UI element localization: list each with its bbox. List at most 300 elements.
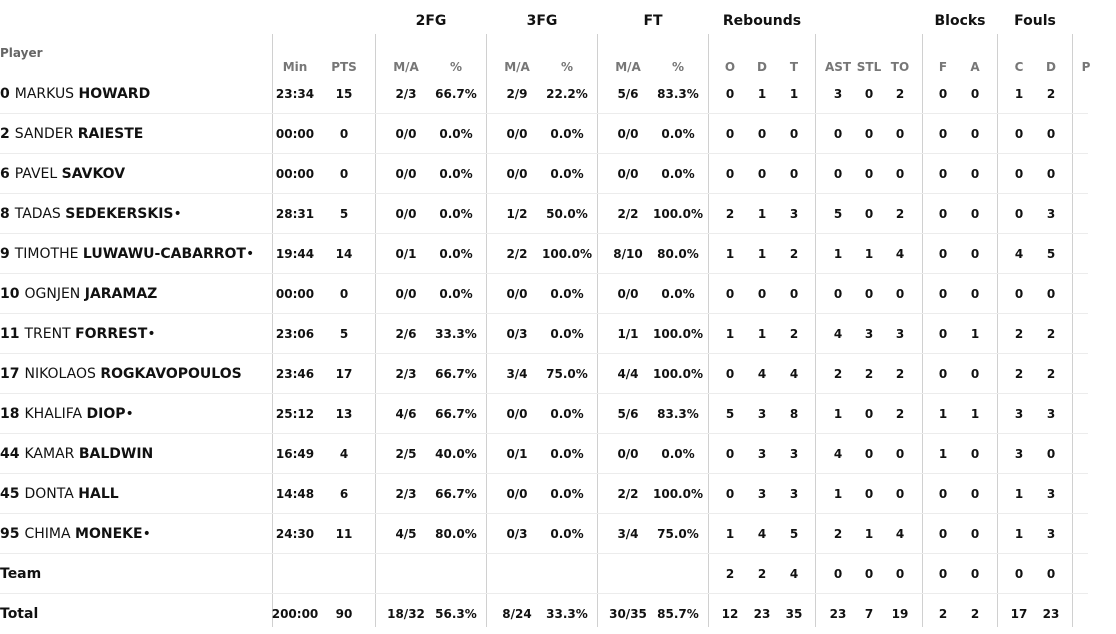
player-row xyxy=(0,314,1088,354)
player-number: 95 xyxy=(0,526,20,542)
stat-stl: 0 xyxy=(864,207,874,221)
stat-2fg-ma: 2/6 xyxy=(395,327,417,341)
subheader-min[interactable]: Min xyxy=(282,60,308,74)
stat-to: 0 xyxy=(895,127,905,141)
stat-2fg-pct: 0.0% xyxy=(439,207,473,221)
stat-reb-d: 1 xyxy=(757,87,767,101)
team-row xyxy=(0,554,1088,594)
player-number: 6 xyxy=(0,166,10,182)
player-number: 17 xyxy=(0,366,20,382)
subheader-3fg-ma[interactable]: M/A xyxy=(504,60,530,74)
stat-ast: 1 xyxy=(833,247,843,261)
stat-reb-d: 1 xyxy=(757,207,767,221)
stat-min: 23:06 xyxy=(275,327,315,341)
player-row xyxy=(0,434,1088,474)
stat-2fg-ma: 0/1 xyxy=(395,247,417,261)
stat-ft-pct: 0.0% xyxy=(661,447,695,461)
header-2fg[interactable]: 2FG xyxy=(415,13,447,29)
stat-stl: 1 xyxy=(864,527,874,541)
stat-reb-d: 4 xyxy=(757,367,767,381)
player-first-name: KAMAR xyxy=(24,446,75,462)
stat-pts: 6 xyxy=(339,487,349,501)
player-name[interactable] xyxy=(0,114,143,154)
subheader-ft-pct[interactable]: % xyxy=(671,60,685,74)
stat-min: 23:34 xyxy=(275,87,315,101)
player-last-name: SEDEKERSKIS xyxy=(65,206,174,222)
player-number: 18 xyxy=(0,406,20,422)
player-last-name: SAVKOV xyxy=(61,166,126,182)
player-row xyxy=(0,354,1088,394)
stat-pts: 14 xyxy=(335,247,353,261)
stat-blk-a: 1 xyxy=(970,327,980,341)
player-first-name: MARKUS xyxy=(14,86,75,102)
stat-pts: 11 xyxy=(335,527,353,541)
stat-pts: 15 xyxy=(335,87,353,101)
stat-reb-o: 2 xyxy=(725,567,735,581)
stat-min: 16:49 xyxy=(275,447,315,461)
stat-min: 28:31 xyxy=(275,207,315,221)
stat-min: 24:30 xyxy=(275,527,315,541)
player-last-name: ROGKAVOPOULOS xyxy=(100,366,242,382)
stat-stl: 1 xyxy=(864,247,874,261)
header-3fg[interactable]: 3FG xyxy=(526,13,558,29)
stat-min: 00:00 xyxy=(275,167,315,181)
stat-blk-a: 0 xyxy=(970,207,980,221)
stat-reb-d: 4 xyxy=(757,527,767,541)
stat-to: 0 xyxy=(895,287,905,301)
stat-reb-o: 1 xyxy=(725,327,735,341)
subheader-foul-d[interactable]: D xyxy=(1046,60,1056,74)
stat-reb-t: 2 xyxy=(789,327,799,341)
stat-to: 0 xyxy=(895,567,905,581)
player-number: 0 xyxy=(0,86,10,102)
stat-reb-t: 1 xyxy=(789,87,799,101)
stat-foul-c: 17 xyxy=(1010,607,1028,621)
stat-ft-ma: 5/6 xyxy=(617,407,639,421)
stat-blk-f: 0 xyxy=(938,247,948,261)
stat-blk-a: 0 xyxy=(970,487,980,501)
stat-3fg-ma: 8/24 xyxy=(502,607,532,621)
player-number: 11 xyxy=(0,326,20,342)
stat-blk-f: 2 xyxy=(938,607,948,621)
stat-foul-d: 23 xyxy=(1042,607,1060,621)
player-name[interactable] xyxy=(0,234,254,274)
stat-ast: 23 xyxy=(829,607,847,621)
player-number: 8 xyxy=(0,206,10,222)
player-row xyxy=(0,514,1088,554)
player-row xyxy=(0,154,1088,194)
stat-3fg-pct: 0.0% xyxy=(550,407,584,421)
player-row xyxy=(0,474,1088,514)
stat-ft-pct: 100.0% xyxy=(653,207,703,221)
stat-3fg-ma: 0/3 xyxy=(506,327,528,341)
stat-ast: 4 xyxy=(833,327,843,341)
stat-blk-a: 0 xyxy=(970,447,980,461)
stat-foul-d: 2 xyxy=(1046,327,1056,341)
stat-ast: 0 xyxy=(833,127,843,141)
stat-min: 25:12 xyxy=(275,407,315,421)
player-last-name: BALDWIN xyxy=(78,446,154,462)
player-last-name: HALL xyxy=(78,486,119,502)
stat-reb-d: 3 xyxy=(757,447,767,461)
stat-3fg-ma: 3/4 xyxy=(506,367,528,381)
subheader-blk-a[interactable]: A xyxy=(970,60,980,74)
stat-stl: 0 xyxy=(864,447,874,461)
player-first-name: TADAS xyxy=(14,206,61,222)
stat-ft-ma: 0/0 xyxy=(617,127,639,141)
stat-to: 19 xyxy=(891,607,909,621)
stat-2fg-ma: 0/0 xyxy=(395,287,417,301)
stat-reb-o: 5 xyxy=(725,407,735,421)
stat-stl: 0 xyxy=(864,567,874,581)
player-number: 10 xyxy=(0,286,20,302)
stat-to: 0 xyxy=(895,487,905,501)
stat-pts: 5 xyxy=(339,327,349,341)
stat-ft-pct: 100.0% xyxy=(653,367,703,381)
stat-2fg-ma: 2/3 xyxy=(395,367,417,381)
stat-reb-t: 2 xyxy=(789,247,799,261)
header-ft[interactable]: FT xyxy=(643,13,663,29)
stat-blk-a: 0 xyxy=(970,247,980,261)
stat-pts: 0 xyxy=(339,127,349,141)
header-fouls[interactable]: Fouls xyxy=(1014,13,1056,29)
stat-foul-c: 1 xyxy=(1014,527,1024,541)
stat-to: 3 xyxy=(895,327,905,341)
stat-pts: 90 xyxy=(335,607,353,621)
stat-2fg-ma: 4/6 xyxy=(395,407,417,421)
stat-blk-f: 0 xyxy=(938,127,948,141)
player-row xyxy=(0,74,1088,114)
subheader-reb-t[interactable]: T xyxy=(789,60,799,74)
stat-reb-t: 3 xyxy=(789,447,799,461)
stat-stl: 0 xyxy=(864,287,874,301)
stat-reb-t: 0 xyxy=(789,287,799,301)
stat-ft-ma: 2/2 xyxy=(617,207,639,221)
player-name[interactable] xyxy=(0,154,125,194)
player-name[interactable] xyxy=(0,274,157,314)
player-name[interactable] xyxy=(0,354,242,394)
stat-ft-ma: 3/4 xyxy=(617,527,639,541)
stat-3fg-pct: 100.0% xyxy=(542,247,592,261)
stat-2fg-pct: 56.3% xyxy=(435,607,477,621)
stat-2fg-pct: 66.7% xyxy=(435,367,477,381)
stat-blk-a: 0 xyxy=(970,87,980,101)
stat-reb-d: 1 xyxy=(757,327,767,341)
stat-foul-c: 3 xyxy=(1014,447,1024,461)
stat-blk-f: 1 xyxy=(938,407,948,421)
stat-stl: 0 xyxy=(864,127,874,141)
stat-ft-pct: 0.0% xyxy=(661,287,695,301)
stat-reb-o: 1 xyxy=(725,247,735,261)
stat-ft-pct: 80.0% xyxy=(657,247,699,261)
stat-reb-o: 0 xyxy=(725,447,735,461)
stat-foul-d: 5 xyxy=(1046,247,1056,261)
subheader-2fg-ma[interactable]: M/A xyxy=(393,60,419,74)
stat-ft-ma: 30/35 xyxy=(609,607,647,621)
stat-reb-t: 35 xyxy=(785,607,803,621)
stat-blk-f: 0 xyxy=(938,87,948,101)
stat-2fg-pct: 80.0% xyxy=(435,527,477,541)
stat-reb-t: 8 xyxy=(789,407,799,421)
stat-stl: 2 xyxy=(864,367,874,381)
subheader-stl[interactable]: STL xyxy=(856,60,882,74)
header-blocks[interactable]: Blocks xyxy=(934,13,986,29)
stat-min: 19:44 xyxy=(275,247,315,261)
subheader-foul-c[interactable]: C xyxy=(1014,60,1024,74)
stat-foul-c: 0 xyxy=(1014,167,1024,181)
starter-marker: • xyxy=(245,246,255,262)
stat-foul-c: 0 xyxy=(1014,567,1024,581)
stat-2fg-pct: 0.0% xyxy=(439,127,473,141)
stat-3fg-pct: 0.0% xyxy=(550,527,584,541)
player-row xyxy=(0,114,1088,154)
stat-ast: 2 xyxy=(833,367,843,381)
stat-foul-c: 0 xyxy=(1014,287,1024,301)
stat-foul-c: 0 xyxy=(1014,207,1024,221)
stat-foul-c: 3 xyxy=(1014,407,1024,421)
stat-2fg-pct: 66.7% xyxy=(435,87,477,101)
stat-reb-t: 4 xyxy=(789,567,799,581)
subheader-ast[interactable]: AST xyxy=(824,60,852,74)
subheader-foul-p[interactable]: P xyxy=(1081,60,1091,74)
stat-foul-c: 1 xyxy=(1014,87,1024,101)
stat-reb-o: 0 xyxy=(725,167,735,181)
stat-reb-t: 0 xyxy=(789,127,799,141)
stat-2fg-pct: 0.0% xyxy=(439,167,473,181)
stat-min: 14:48 xyxy=(275,487,315,501)
stat-ft-ma: 0/0 xyxy=(617,447,639,461)
stat-blk-a: 0 xyxy=(970,167,980,181)
stat-ast: 0 xyxy=(833,287,843,301)
stat-ft-pct: 100.0% xyxy=(653,487,703,501)
stat-2fg-ma: 0/0 xyxy=(395,167,417,181)
stat-pts: 17 xyxy=(335,367,353,381)
player-first-name: TIMOTHE xyxy=(14,246,79,262)
stat-3fg-ma: 0/1 xyxy=(506,447,528,461)
stat-reb-t: 0 xyxy=(789,167,799,181)
player-number: 9 xyxy=(0,246,10,262)
stat-blk-a: 0 xyxy=(970,567,980,581)
player-row xyxy=(0,394,1088,434)
stat-reb-o: 0 xyxy=(725,287,735,301)
stat-min: 200:00 xyxy=(271,607,319,621)
stat-reb-d: 2 xyxy=(757,567,767,581)
starter-marker: • xyxy=(125,406,134,422)
stat-blk-f: 0 xyxy=(938,487,948,501)
subheader-3fg-pct[interactable]: % xyxy=(560,60,574,74)
player-last-name: DIOP xyxy=(86,406,126,422)
stat-ft-pct: 83.3% xyxy=(657,87,699,101)
stat-min: 00:00 xyxy=(275,287,315,301)
stat-3fg-pct: 0.0% xyxy=(550,287,584,301)
player-first-name: KHALIFA xyxy=(24,406,83,422)
stat-2fg-ma: 0/0 xyxy=(395,207,417,221)
stat-foul-d: 3 xyxy=(1046,487,1056,501)
player-name[interactable] xyxy=(0,514,151,554)
stat-ft-pct: 0.0% xyxy=(661,167,695,181)
stat-3fg-pct: 50.0% xyxy=(546,207,588,221)
stat-reb-t: 3 xyxy=(789,487,799,501)
stat-ast: 0 xyxy=(833,567,843,581)
stat-ft-ma: 1/1 xyxy=(617,327,639,341)
stat-to: 2 xyxy=(895,367,905,381)
player-name[interactable] xyxy=(0,194,182,234)
player-last-name: MONEKE xyxy=(75,526,143,542)
subheader-to[interactable]: TO xyxy=(890,60,910,74)
stat-foul-d: 0 xyxy=(1046,127,1056,141)
stat-2fg-pct: 66.7% xyxy=(435,407,477,421)
stat-ast: 2 xyxy=(833,527,843,541)
stat-stl: 0 xyxy=(864,87,874,101)
stat-3fg-pct: 0.0% xyxy=(550,327,584,341)
player-last-name: JARAMAZ xyxy=(84,286,158,302)
stat-stl: 3 xyxy=(864,327,874,341)
stat-3fg-pct xyxy=(537,554,597,594)
stat-pts: 0 xyxy=(339,167,349,181)
stat-ft-ma: 0/0 xyxy=(617,287,639,301)
stat-ft-ma: 4/4 xyxy=(617,367,639,381)
stat-3fg-pct: 22.2% xyxy=(546,87,588,101)
stat-foul-c: 0 xyxy=(1014,127,1024,141)
stat-foul-d: 3 xyxy=(1046,207,1056,221)
stat-ast: 3 xyxy=(833,87,843,101)
player-last-name: FORREST xyxy=(75,326,148,342)
starter-marker: • xyxy=(147,326,156,342)
stat-3fg-ma: 0/0 xyxy=(506,287,528,301)
player-row xyxy=(0,194,1088,234)
stat-ft-pct: 0.0% xyxy=(661,127,695,141)
stat-min: 23:46 xyxy=(275,367,315,381)
stat-3fg-ma: 0/0 xyxy=(506,407,528,421)
stat-foul-d: 0 xyxy=(1046,447,1056,461)
player-name[interactable] xyxy=(0,74,150,114)
stat-2fg-ma: 4/5 xyxy=(395,527,417,541)
player-first-name: PAVEL xyxy=(14,166,58,182)
stat-to: 2 xyxy=(895,87,905,101)
stat-foul-d: 3 xyxy=(1046,407,1056,421)
stat-2fg-pct: 0.0% xyxy=(439,247,473,261)
stat-2fg-pct xyxy=(426,554,486,594)
stat-reb-d: 3 xyxy=(757,407,767,421)
header-player[interactable]: Player xyxy=(0,46,43,60)
stat-3fg-ma: 0/3 xyxy=(506,527,528,541)
stat-min: 00:00 xyxy=(275,127,315,141)
stat-blk-f: 0 xyxy=(938,527,948,541)
player-name[interactable] xyxy=(0,474,119,514)
stat-foul-d: 0 xyxy=(1046,567,1056,581)
player-first-name: CHIMA xyxy=(24,526,71,542)
player-number: 45 xyxy=(0,486,20,502)
subheader-reb-o[interactable]: O xyxy=(724,60,736,74)
stat-reb-o: 0 xyxy=(725,367,735,381)
stat-reb-o: 2 xyxy=(725,207,735,221)
player-first-name: SANDER xyxy=(14,126,74,142)
starter-marker: • xyxy=(142,526,151,542)
stat-2fg-ma: 2/5 xyxy=(395,447,417,461)
stat-stl: 0 xyxy=(864,407,874,421)
stat-reb-o: 1 xyxy=(725,527,735,541)
stat-foul-d: 2 xyxy=(1046,87,1056,101)
subheader-ft-ma[interactable]: M/A xyxy=(615,60,641,74)
total-label: Total xyxy=(0,606,39,622)
stat-foul-d: 2 xyxy=(1046,367,1056,381)
stat-to: 2 xyxy=(895,207,905,221)
stat-reb-t: 5 xyxy=(789,527,799,541)
stat-reb-d: 0 xyxy=(757,287,767,301)
header-rebounds[interactable]: Rebounds xyxy=(722,13,802,29)
stat-ft-pct: 75.0% xyxy=(657,527,699,541)
stat-ft-pct: 100.0% xyxy=(653,327,703,341)
stat-blk-f: 1 xyxy=(938,447,948,461)
stat-blk-a: 0 xyxy=(970,367,980,381)
stat-3fg-ma: 2/2 xyxy=(506,247,528,261)
stat-blk-f: 0 xyxy=(938,287,948,301)
player-name[interactable] xyxy=(0,314,156,354)
stat-pts: 4 xyxy=(339,447,349,461)
stat-ft-ma: 0/0 xyxy=(617,167,639,181)
stat-3fg-ma: 0/0 xyxy=(506,487,528,501)
stat-3fg-pct: 33.3% xyxy=(546,607,588,621)
stat-reb-d: 0 xyxy=(757,127,767,141)
player-first-name: OGNJEN xyxy=(24,286,81,302)
stat-blk-a: 0 xyxy=(970,127,980,141)
stat-foul-d: 0 xyxy=(1046,287,1056,301)
stat-2fg-pct: 40.0% xyxy=(435,447,477,461)
stat-ast: 5 xyxy=(833,207,843,221)
player-first-name: TRENT xyxy=(24,326,71,342)
player-first-name: NIKOLAOS xyxy=(24,366,96,382)
player-row xyxy=(0,274,1088,314)
stat-3fg-ma: 1/2 xyxy=(506,207,528,221)
stat-2fg-pct: 66.7% xyxy=(435,487,477,501)
stat-reb-t: 3 xyxy=(789,207,799,221)
player-last-name: RAIESTE xyxy=(77,126,144,142)
stat-pts xyxy=(314,554,374,594)
stat-2fg-pct: 33.3% xyxy=(435,327,477,341)
stat-3fg-ma: 0/0 xyxy=(506,167,528,181)
stat-foul-c: 4 xyxy=(1014,247,1024,261)
stat-3fg-pct: 0.0% xyxy=(550,167,584,181)
stat-2fg-pct: 0.0% xyxy=(439,287,473,301)
stat-3fg-pct: 75.0% xyxy=(546,367,588,381)
stat-blk-a: 2 xyxy=(970,607,980,621)
stat-ft-ma: 8/10 xyxy=(613,247,643,261)
subheader-blk-f[interactable]: F xyxy=(938,60,948,74)
stat-ft-ma: 2/2 xyxy=(617,487,639,501)
player-number: 44 xyxy=(0,446,20,462)
stat-reb-d: 23 xyxy=(753,607,771,621)
stat-blk-a: 1 xyxy=(970,407,980,421)
stat-foul-d: 0 xyxy=(1046,167,1056,181)
stat-3fg-ma: 2/9 xyxy=(506,87,528,101)
subheader-pts[interactable]: PTS xyxy=(331,60,357,74)
stat-to: 4 xyxy=(895,247,905,261)
stat-ft-ma: 5/6 xyxy=(617,87,639,101)
subheader-2fg-pct[interactable]: % xyxy=(449,60,463,74)
subheader-reb-d[interactable]: D xyxy=(757,60,767,74)
stat-3fg-pct: 0.0% xyxy=(550,487,584,501)
player-name[interactable] xyxy=(0,394,134,434)
stat-reb-o: 0 xyxy=(725,87,735,101)
stat-blk-f: 0 xyxy=(938,167,948,181)
stat-foul-d: 3 xyxy=(1046,527,1056,541)
stat-ast: 0 xyxy=(833,167,843,181)
player-name[interactable] xyxy=(0,434,153,474)
stat-reb-o: 0 xyxy=(725,127,735,141)
stat-to: 4 xyxy=(895,527,905,541)
stat-blk-a: 0 xyxy=(970,287,980,301)
stat-pts: 5 xyxy=(339,207,349,221)
